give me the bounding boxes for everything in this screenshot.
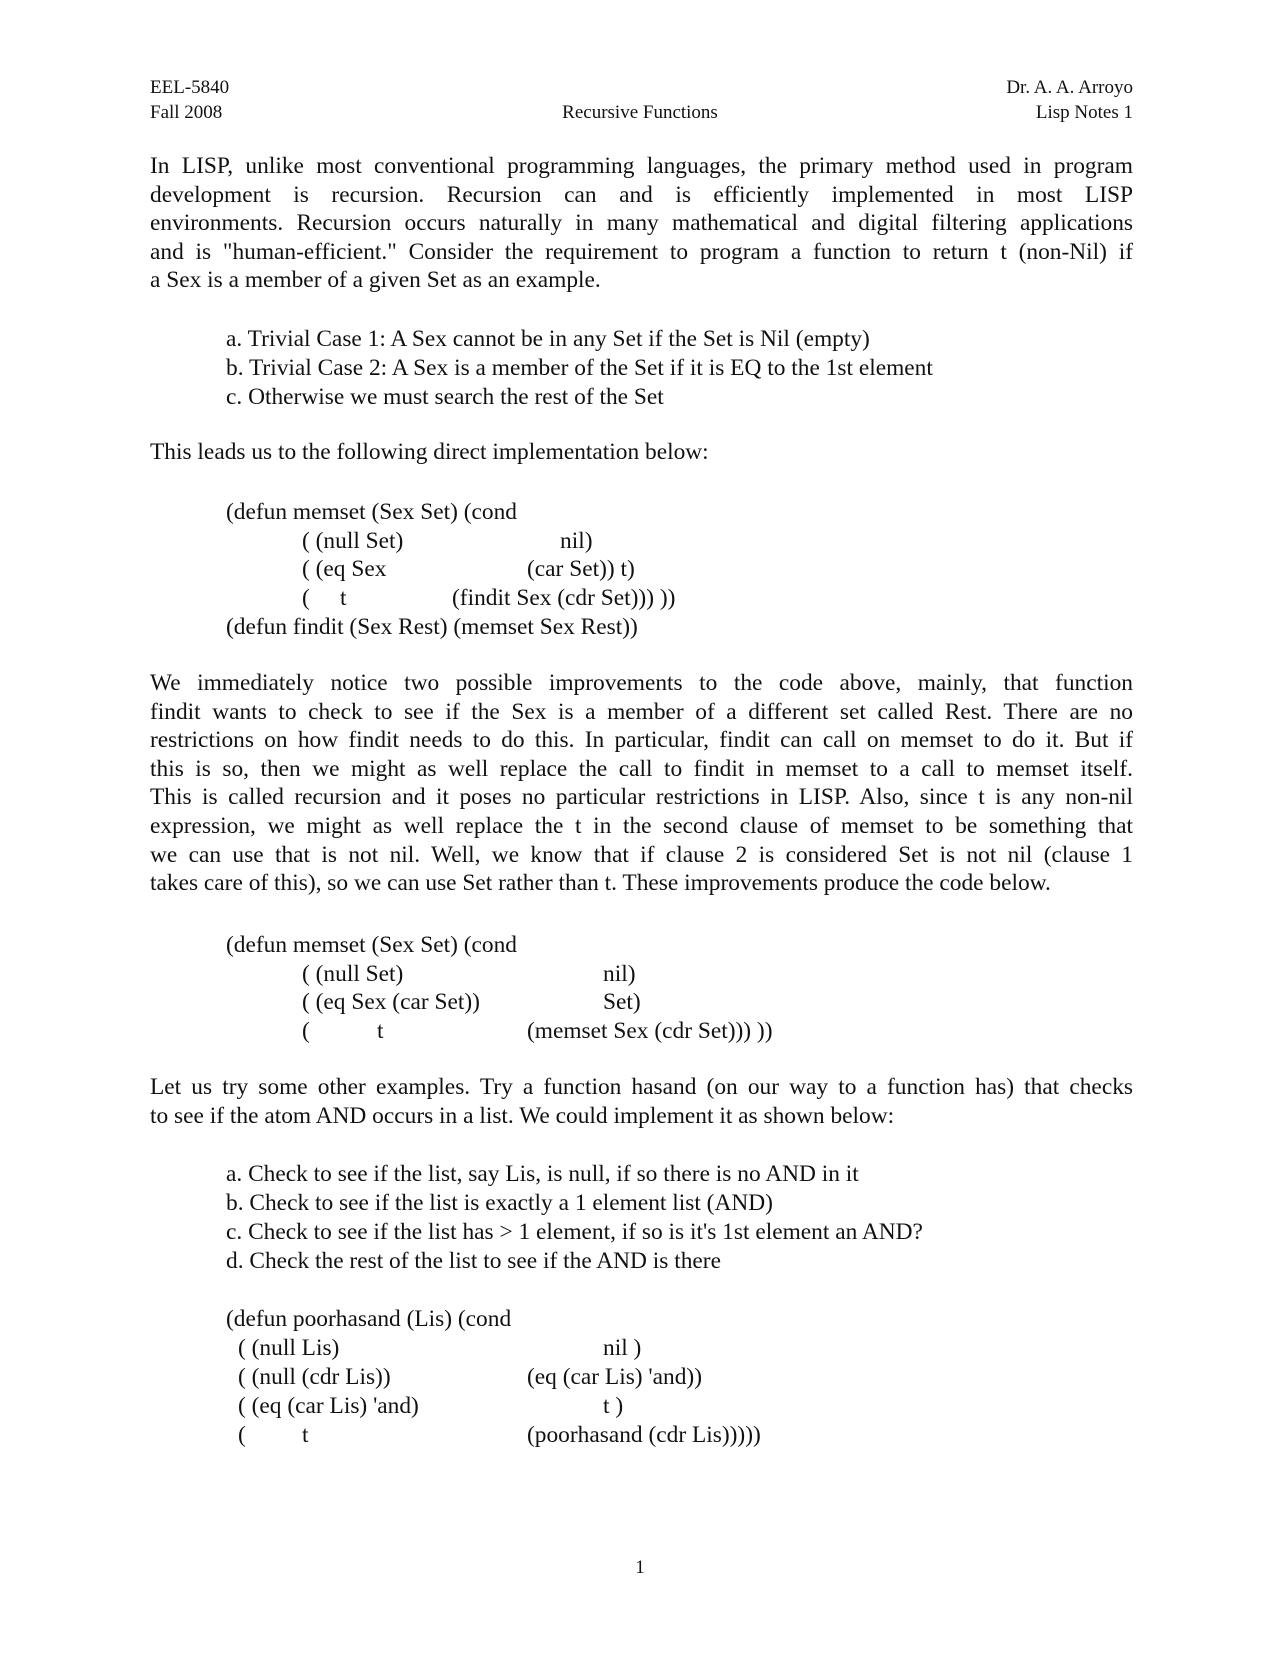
code-line: (poorhasand (cdr Lis))))) [527, 1422, 761, 1448]
code-line: t [340, 585, 347, 611]
intro-line: development is recursion. Recursion can and is efficiently implemented in most LISP [150, 181, 1133, 208]
improve-line: this is so, then we might as well replace the call to findit in memset to a call to memset itself. [150, 755, 1133, 782]
course-code: EEL-5840 [150, 77, 230, 98]
list-item: b. Trivial Case 2: A Sex is a member of the Set if it is EQ to the 1st element [226, 355, 933, 381]
intro-line: In LISP, unlike most conventional programming languages, the primary method used in program [150, 153, 1133, 179]
list-item: a. Trivial Case 1: A Sex cannot be in any Set if the Set is Nil (empty) [226, 326, 870, 352]
code-line: ( [302, 1018, 310, 1044]
code-line: (defun poorhasand (Lis) (cond [226, 1306, 512, 1332]
intro-line: environments. Recursion occurs naturally in many mathematical and digital filtering applications [150, 210, 1133, 237]
code-line: ( (eq (car Lis) 'and) [238, 1393, 419, 1419]
code-line: t [377, 1018, 384, 1044]
improve-line: This is called recursion and it poses no particular restrictions in LISP. Also, since t is any non-nil [150, 784, 1133, 811]
code-line: t ) [603, 1393, 624, 1419]
code-line: nil ) [603, 1335, 642, 1361]
code-line: ( (null Set) [302, 961, 404, 987]
list-item: c. Otherwise we must search the rest of the Set [226, 384, 664, 410]
improve-line: findit wants to check to see if the Sex is a member of a different set called Rest. There are no [150, 698, 1133, 725]
code-line: t [302, 1422, 309, 1448]
code-line: ( (null Lis) [238, 1335, 340, 1361]
improve-line: restrictions on how findit needs to do this. In particular, findit can call on memset to do it. But if [150, 727, 1133, 754]
intro-line: and is "human-efficient." Consider the requirement to program a function to return t (non-Nil) if [150, 238, 1133, 265]
list-item: c. Check to see if the list has > 1 element, if so is it's 1st element an AND? [226, 1219, 923, 1245]
code-line: ( (null Set) [302, 528, 404, 554]
intro-paragraph [150, 152, 1133, 295]
code-line: (findit Sex (cdr Set))) )) [452, 585, 676, 611]
code-line: Set) [603, 989, 641, 1015]
improve-line: we can use that is not nil. Well, we know that if clause 2 is considered Set is not nil (clause 1 [150, 841, 1133, 868]
code-line: (eq (car Lis) 'and)) [527, 1364, 702, 1390]
cases-list [226, 325, 933, 412]
code-line: ( (eq Sex (car Set)) [302, 989, 480, 1015]
lead-text [150, 438, 1133, 467]
examples-line: to see if the atom AND occurs in a list. We could implement it as shown below: [150, 1102, 895, 1129]
improve-line: expression, we might as well replace the t in the second clause of memset to be something that [150, 812, 1133, 839]
code-line: (memset Sex (cdr Set))) )) [527, 1018, 773, 1044]
list-item: d. Check the rest of the list to see if the AND is there [226, 1248, 721, 1274]
notes-label: Lisp Notes 1 [1035, 102, 1133, 123]
code-line: nil) [603, 961, 636, 987]
code-line: ( (null (cdr Lis)) [238, 1364, 391, 1390]
code-line: ( (eq Sex [302, 556, 387, 582]
checks-list [226, 1160, 923, 1276]
code-line: ( [302, 585, 310, 611]
page-number: 1 [635, 1557, 645, 1578]
examples-line: Let us try some other examples. Try a function hasand (on our way to a function has) that checks [150, 1074, 1133, 1100]
list-item: b. Check to see if the list is exactly a 1 element list (AND) [226, 1190, 773, 1216]
code-line: ( [238, 1422, 246, 1448]
author: Dr. A. A. Arroyo [1006, 77, 1133, 98]
code-line: (car Set)) t) [527, 556, 635, 582]
improvements-paragraph [150, 669, 1133, 898]
code-line: nil) [560, 528, 593, 554]
examples-paragraph [150, 1073, 1133, 1130]
list-item: a. Check to see if the list, say Lis, is null, if so there is no AND in it [226, 1161, 859, 1187]
improve-line: We immediately notice two possible improvements to the code above, mainly, that function [150, 670, 1133, 696]
lead-line: This leads us to the following direct implementation below: [150, 439, 709, 465]
improve-line: takes care of this), so we can use Set rather than t. These improvements produce the code below. [150, 870, 1051, 897]
code-line: (defun findit (Sex Rest) (memset Sex Rest)) [226, 614, 638, 640]
code-line: (defun memset (Sex Set) (cond [226, 499, 518, 525]
document-title: Recursive Functions [562, 102, 718, 123]
code-line: (defun memset (Sex Set) (cond [226, 932, 518, 958]
intro-line: a Sex is a member of a given Set as an example. [150, 267, 601, 294]
term: Fall 2008 [150, 102, 223, 123]
